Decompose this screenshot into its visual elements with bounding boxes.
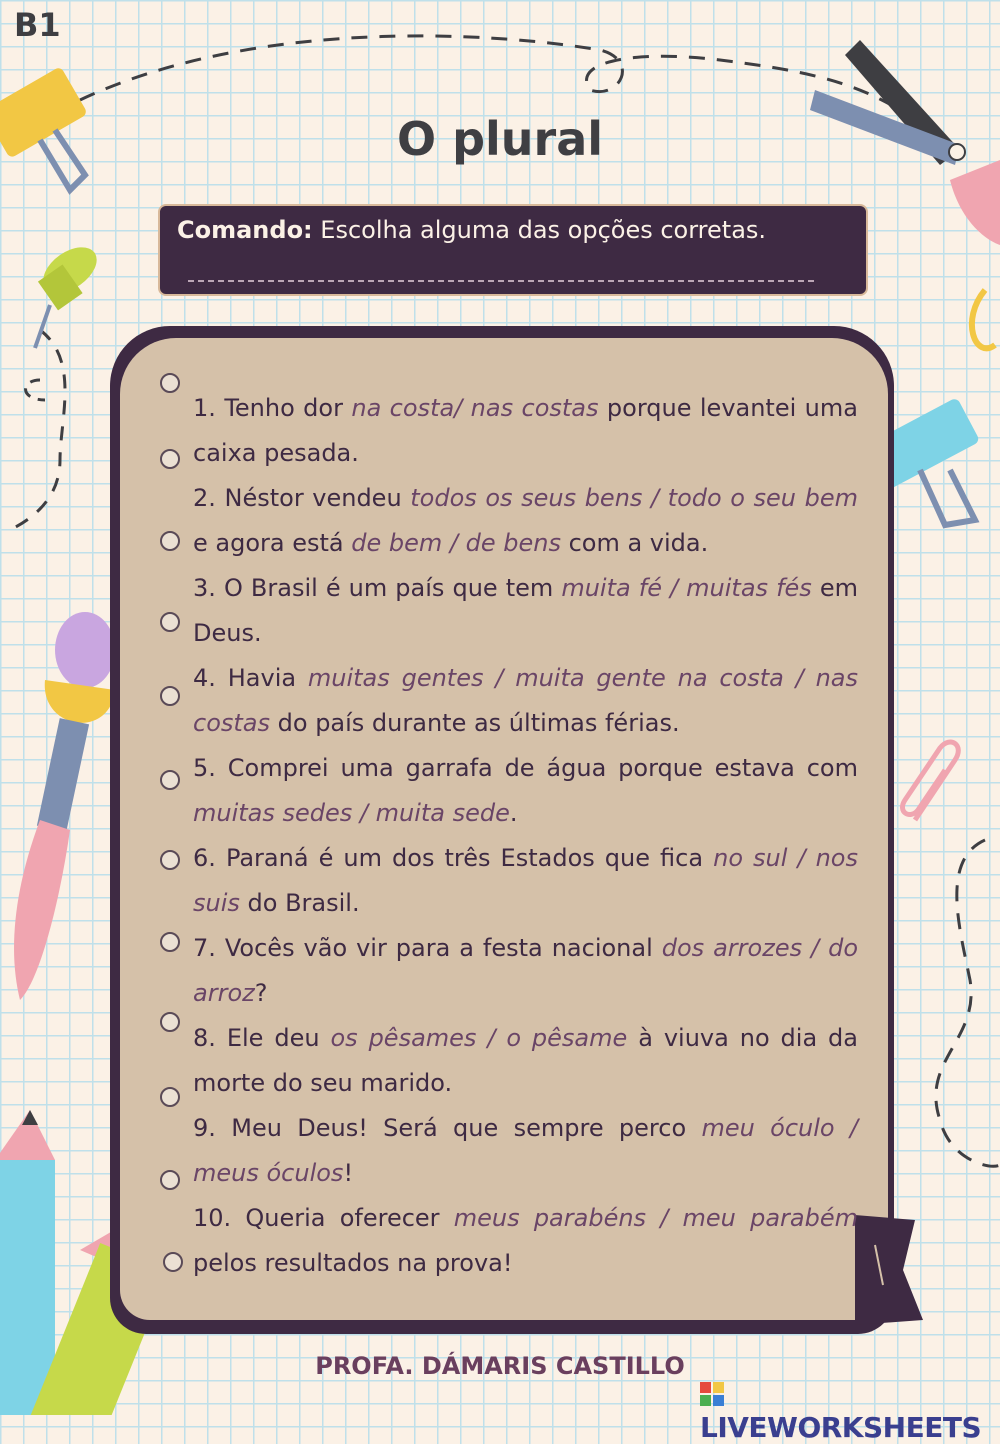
item-number: 4.: [193, 664, 216, 692]
radio-option[interactable]: [160, 850, 180, 870]
option-choices: meu óculo / meus óculos: [193, 1114, 858, 1187]
radio-option[interactable]: [160, 932, 180, 952]
item-number: 7.: [193, 934, 216, 962]
radio-option[interactable]: [160, 373, 180, 393]
option-choices: muitas sedes / muita sede: [193, 799, 510, 827]
item-text: ?: [254, 979, 268, 1007]
command-label: Comando:: [177, 216, 313, 244]
answer-line[interactable]: [188, 280, 814, 282]
command-box: [158, 204, 868, 296]
radio-option[interactable]: [160, 686, 180, 706]
item-number: 8.: [193, 1024, 216, 1052]
radio-option[interactable]: [160, 770, 180, 790]
exercise-item: [193, 566, 858, 656]
item-text: e agora está: [193, 529, 352, 557]
page-code: B1: [14, 6, 61, 44]
item-text: O Brasil é um país que tem: [223, 574, 562, 602]
item-text: !: [343, 1159, 354, 1187]
option-choices: todos os seus bens / todo o seu bem: [410, 484, 858, 512]
exercise-item: [193, 476, 858, 566]
exercise-item: [193, 1016, 858, 1106]
option-choices: os pêsames / o pêsame: [330, 1024, 628, 1052]
radio-option[interactable]: [160, 1170, 180, 1190]
option-choices: no sul / nos suis: [193, 844, 858, 917]
exercise-item: [193, 746, 858, 836]
exercise-item: [193, 1106, 858, 1196]
exercise-item: [193, 836, 858, 926]
item-number: 2.: [193, 484, 216, 512]
scissors-icon: [810, 40, 1000, 348]
item-text: Paraná é um dos três Estados que fica: [225, 844, 714, 872]
brand-name: LIVEWORKSHEETS: [700, 1411, 982, 1444]
item-number: 3.: [193, 574, 216, 602]
option-choices: muitas gentes / muita gente na costa / nas costas: [193, 664, 858, 737]
paper-clip-icon: [902, 742, 958, 820]
item-text: do Brasil.: [239, 889, 360, 917]
item-text: Vocês vão vir para a festa nacional: [224, 934, 662, 962]
option-choices: na costa/ nas costas: [351, 394, 599, 422]
radio-option[interactable]: [160, 531, 180, 551]
exercise-list: [193, 386, 858, 1286]
radio-option[interactable]: [160, 1087, 180, 1107]
item-text: Tenho dor: [224, 394, 352, 422]
item-number: 5.: [193, 754, 216, 782]
exercise-item: [193, 656, 858, 746]
radio-option[interactable]: [163, 1252, 183, 1272]
item-text: pelos resultados na prova!: [193, 1249, 513, 1277]
item-text: Meu Deus! Será que sempre perco: [231, 1114, 702, 1142]
author-credit: PROFA. DÁMARIS CASTILLO: [315, 1352, 685, 1380]
exercise-item: [193, 1196, 858, 1286]
exercise-item: [193, 926, 858, 1016]
item-text: do país durante as últimas férias.: [270, 709, 680, 737]
item-text: em Deus.: [193, 574, 859, 647]
option-choices: meus parabéns / meu parabém: [453, 1204, 858, 1232]
option-choices: muita fé / muitas fés: [561, 574, 812, 602]
item-number: 9.: [193, 1114, 216, 1142]
item-text: Néstor vendeu: [224, 484, 411, 512]
radio-option[interactable]: [160, 612, 180, 632]
option-choices: de bem / de bens: [351, 529, 561, 557]
command-text: [177, 216, 766, 244]
brand[interactable]: [700, 1378, 1000, 1444]
card-corner-flag-icon: [855, 1215, 923, 1325]
item-text: porque levantei uma caixa pesada.: [193, 394, 858, 467]
liveworksheets-logo-icon: [700, 1382, 724, 1406]
push-pin-icon: [35, 238, 105, 348]
item-text: à viuva no dia da morte do seu marido.: [193, 1024, 858, 1097]
item-number: 10.: [193, 1204, 232, 1232]
item-text: Havia: [227, 664, 308, 692]
item-text: Ele deu: [226, 1024, 331, 1052]
radio-option[interactable]: [160, 1012, 180, 1032]
page-title: O plural: [396, 112, 604, 166]
option-choices: dos arrozes / do arroz: [193, 934, 859, 1007]
item-text: com a vida.: [560, 529, 709, 557]
radio-option[interactable]: [160, 449, 180, 469]
exercise-item: [193, 386, 858, 476]
item-text: .: [509, 799, 518, 827]
command-instruction: Escolha alguma das opções corretas.: [312, 216, 767, 244]
item-text: Comprei uma garrafa de água porque estava com: [227, 754, 858, 782]
item-number: 1.: [193, 394, 216, 422]
paint-brush-icon: [14, 612, 115, 1000]
item-number: 6.: [193, 844, 216, 872]
item-text: Queria oferecer: [245, 1204, 454, 1232]
